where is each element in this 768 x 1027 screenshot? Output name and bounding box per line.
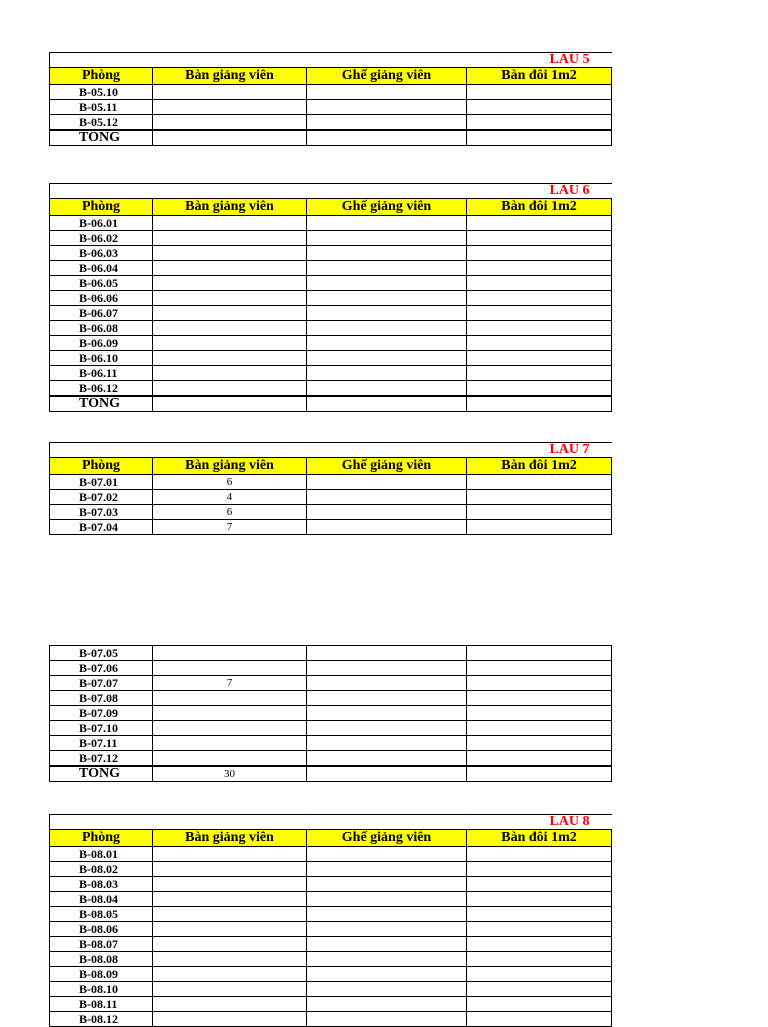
ban-giang-vien-cell[interactable] bbox=[153, 892, 307, 907]
total-row bbox=[50, 766, 612, 782]
ban-doi-cell[interactable] bbox=[467, 276, 612, 291]
ghe-giang-vien-cell[interactable] bbox=[307, 862, 467, 877]
lau8-title-row bbox=[50, 815, 612, 830]
ban-giang-vien-cell[interactable] bbox=[153, 246, 307, 261]
ban-giang-vien-cell[interactable] bbox=[153, 366, 307, 381]
room-cell[interactable]: B-08.11 bbox=[50, 997, 153, 1012]
ghe-giang-vien-cell[interactable] bbox=[307, 907, 467, 922]
ban-doi-cell[interactable] bbox=[467, 661, 612, 676]
room-cell[interactable]: B-07.08 bbox=[50, 691, 153, 706]
ghe-giang-vien-cell[interactable] bbox=[307, 721, 467, 736]
ban-doi-cell[interactable] bbox=[467, 100, 612, 115]
table-row bbox=[50, 922, 612, 937]
ban-doi-cell[interactable] bbox=[467, 216, 612, 231]
total-label: TONG bbox=[50, 396, 153, 412]
ban-doi-cell[interactable] bbox=[467, 982, 612, 997]
column-header-ban-giang-vien: Bàn giảng viên bbox=[153, 199, 307, 216]
room-cell[interactable]: B-06.05 bbox=[50, 276, 153, 291]
column-header-ban-doi: Bàn đôi 1m2 bbox=[467, 68, 612, 85]
table-row bbox=[50, 907, 612, 922]
total-ghe-giang-vien[interactable] bbox=[307, 130, 467, 146]
total-ban-giang-vien[interactable] bbox=[153, 396, 307, 412]
room-cell[interactable]: B-05.11 bbox=[50, 100, 153, 115]
room-cell[interactable]: B-06.03 bbox=[50, 246, 153, 261]
ban-doi-cell[interactable] bbox=[467, 691, 612, 706]
ghe-giang-vien-cell[interactable] bbox=[307, 321, 467, 336]
ghe-giang-vien-cell[interactable] bbox=[307, 231, 467, 246]
table-row bbox=[50, 261, 612, 276]
table-row bbox=[50, 706, 612, 721]
ban-giang-vien-cell[interactable] bbox=[153, 907, 307, 922]
room-cell[interactable]: B-06.12 bbox=[50, 381, 153, 397]
ban-giang-vien-cell[interactable] bbox=[153, 691, 307, 706]
total-label: TONG bbox=[50, 766, 153, 782]
ban-giang-vien-cell[interactable]: 7 bbox=[153, 520, 307, 535]
table-row bbox=[50, 381, 612, 397]
table-row bbox=[50, 967, 612, 982]
floor-7-table-block-part1 bbox=[49, 442, 611, 535]
floor-7-table-part2 bbox=[49, 645, 612, 782]
room-cell[interactable]: B-06.02 bbox=[50, 231, 153, 246]
ban-doi-cell[interactable] bbox=[467, 261, 612, 276]
room-cell[interactable]: B-06.10 bbox=[50, 351, 153, 366]
ban-doi-cell[interactable] bbox=[467, 505, 612, 520]
ban-giang-vien-cell[interactable] bbox=[153, 997, 307, 1012]
ban-giang-vien-cell[interactable]: 4 bbox=[153, 490, 307, 505]
ban-giang-vien-cell[interactable] bbox=[153, 231, 307, 246]
ban-giang-vien-cell[interactable] bbox=[153, 291, 307, 306]
ban-giang-vien-cell[interactable] bbox=[153, 847, 307, 862]
column-header-ghe-giang-vien: Ghế giảng viên bbox=[307, 830, 467, 847]
table-row bbox=[50, 351, 612, 366]
ghe-giang-vien-cell[interactable] bbox=[307, 847, 467, 862]
ban-doi-cell[interactable] bbox=[467, 877, 612, 892]
ban-doi-cell[interactable] bbox=[467, 847, 612, 862]
room-cell[interactable]: B-06.01 bbox=[50, 216, 153, 231]
ban-doi-cell[interactable] bbox=[467, 85, 612, 100]
ban-giang-vien-cell[interactable] bbox=[153, 937, 307, 952]
table-row bbox=[50, 520, 612, 535]
ban-giang-vien-cell[interactable] bbox=[153, 115, 307, 131]
floor-6-table bbox=[49, 183, 612, 412]
ban-doi-cell[interactable] bbox=[467, 475, 612, 490]
column-header-room: Phòng bbox=[50, 199, 153, 216]
ban-doi-cell[interactable] bbox=[467, 922, 612, 937]
room-cell[interactable]: B-08.06 bbox=[50, 922, 153, 937]
total-ban-doi[interactable] bbox=[467, 766, 612, 782]
ghe-giang-vien-cell[interactable] bbox=[307, 982, 467, 997]
ban-doi-cell[interactable] bbox=[467, 706, 612, 721]
floor-5-table bbox=[49, 52, 612, 146]
floor-title: LAU 6 bbox=[50, 184, 612, 199]
ghe-giang-vien-cell[interactable] bbox=[307, 291, 467, 306]
table-row bbox=[50, 691, 612, 706]
table-row bbox=[50, 997, 612, 1012]
room-cell[interactable]: B-07.02 bbox=[50, 490, 153, 505]
table-row bbox=[50, 306, 612, 321]
ban-doi-cell[interactable] bbox=[467, 892, 612, 907]
ban-giang-vien-cell[interactable] bbox=[153, 321, 307, 336]
table-row bbox=[50, 85, 612, 100]
column-header-ghe-giang-vien: Ghế giảng viên bbox=[307, 68, 467, 85]
table-row bbox=[50, 475, 612, 490]
table-row bbox=[50, 736, 612, 751]
ghe-giang-vien-cell[interactable] bbox=[307, 306, 467, 321]
ghe-giang-vien-cell[interactable] bbox=[307, 967, 467, 982]
ban-giang-vien-cell[interactable] bbox=[153, 661, 307, 676]
ban-doi-cell[interactable] bbox=[467, 721, 612, 736]
floor-title: LAU 8 bbox=[50, 815, 612, 830]
ghe-giang-vien-cell[interactable] bbox=[307, 336, 467, 351]
ban-giang-vien-cell[interactable] bbox=[153, 862, 307, 877]
ghe-giang-vien-cell[interactable] bbox=[307, 100, 467, 115]
ban-doi-cell[interactable] bbox=[467, 907, 612, 922]
ban-doi-cell[interactable] bbox=[467, 676, 612, 691]
ban-giang-vien-cell[interactable]: 6 bbox=[153, 505, 307, 520]
room-cell[interactable]: B-07.10 bbox=[50, 721, 153, 736]
room-cell[interactable]: B-05.10 bbox=[50, 85, 153, 100]
ban-doi-cell[interactable] bbox=[467, 336, 612, 351]
ban-giang-vien-cell[interactable] bbox=[153, 85, 307, 100]
ban-doi-cell[interactable] bbox=[467, 291, 612, 306]
total-ban-doi[interactable] bbox=[467, 396, 612, 412]
ghe-giang-vien-cell[interactable] bbox=[307, 1012, 467, 1027]
floor-title: LAU 5 bbox=[50, 53, 612, 68]
ghe-giang-vien-cell[interactable] bbox=[307, 736, 467, 751]
ban-giang-vien-cell[interactable] bbox=[153, 967, 307, 982]
room-cell[interactable]: B-07.09 bbox=[50, 706, 153, 721]
lau7-title-row bbox=[50, 443, 612, 458]
column-header-room: Phòng bbox=[50, 68, 153, 85]
ghe-giang-vien-cell[interactable] bbox=[307, 751, 467, 767]
column-header-ban-giang-vien: Bàn giảng viên bbox=[153, 830, 307, 847]
room-cell[interactable]: B-06.09 bbox=[50, 336, 153, 351]
ban-giang-vien-cell[interactable]: 7 bbox=[153, 676, 307, 691]
ghe-giang-vien-cell[interactable] bbox=[307, 661, 467, 676]
room-cell[interactable]: B-06.07 bbox=[50, 306, 153, 321]
ghe-giang-vien-cell[interactable] bbox=[307, 892, 467, 907]
total-row bbox=[50, 396, 612, 412]
table-row bbox=[50, 721, 612, 736]
total-ghe-giang-vien[interactable] bbox=[307, 396, 467, 412]
total-ghe-giang-vien[interactable] bbox=[307, 766, 467, 782]
ghe-giang-vien-cell[interactable] bbox=[307, 351, 467, 366]
ban-giang-vien-cell[interactable] bbox=[153, 982, 307, 997]
room-cell[interactable]: B-07.11 bbox=[50, 736, 153, 751]
room-cell[interactable]: B-08.07 bbox=[50, 937, 153, 952]
total-label: TONG bbox=[50, 130, 153, 146]
floor-title: LAU 7 bbox=[50, 443, 612, 458]
ban-doi-cell[interactable] bbox=[467, 1012, 612, 1027]
room-cell[interactable]: B-08.03 bbox=[50, 877, 153, 892]
ghe-giang-vien-cell[interactable] bbox=[307, 276, 467, 291]
room-cell[interactable]: B-08.01 bbox=[50, 847, 153, 862]
ban-giang-vien-cell[interactable] bbox=[153, 351, 307, 366]
room-cell[interactable]: B-08.10 bbox=[50, 982, 153, 997]
ghe-giang-vien-cell[interactable] bbox=[307, 520, 467, 535]
ban-doi-cell[interactable] bbox=[467, 306, 612, 321]
room-cell[interactable]: B-07.05 bbox=[50, 646, 153, 661]
floor-7-table-part1 bbox=[49, 442, 612, 535]
total-row bbox=[50, 130, 612, 146]
ghe-giang-vien-cell[interactable] bbox=[307, 366, 467, 381]
ban-doi-cell[interactable] bbox=[467, 751, 612, 767]
room-cell[interactable]: B-06.06 bbox=[50, 291, 153, 306]
ban-giang-vien-cell[interactable] bbox=[153, 646, 307, 661]
ghe-giang-vien-cell[interactable] bbox=[307, 261, 467, 276]
floor-7-table-block-part2 bbox=[49, 645, 611, 782]
ban-giang-vien-cell[interactable] bbox=[153, 381, 307, 397]
table-row bbox=[50, 751, 612, 767]
header-row bbox=[50, 68, 612, 85]
table-row bbox=[50, 336, 612, 351]
ban-giang-vien-cell[interactable] bbox=[153, 1012, 307, 1027]
room-cell[interactable]: B-08.04 bbox=[50, 892, 153, 907]
column-header-ghe-giang-vien: Ghế giảng viên bbox=[307, 199, 467, 216]
table-row bbox=[50, 661, 612, 676]
ban-giang-vien-cell[interactable] bbox=[153, 100, 307, 115]
ghe-giang-vien-cell[interactable] bbox=[307, 381, 467, 397]
table-row bbox=[50, 291, 612, 306]
ban-giang-vien-cell[interactable] bbox=[153, 261, 307, 276]
ban-doi-cell[interactable] bbox=[467, 490, 612, 505]
ghe-giang-vien-cell[interactable] bbox=[307, 216, 467, 231]
room-cell[interactable]: B-07.06 bbox=[50, 661, 153, 676]
ghe-giang-vien-cell[interactable] bbox=[307, 997, 467, 1012]
ban-giang-vien-cell[interactable] bbox=[153, 721, 307, 736]
column-header-ghe-giang-vien: Ghế giảng viên bbox=[307, 458, 467, 475]
ban-doi-cell[interactable] bbox=[467, 736, 612, 751]
room-cell[interactable]: B-06.11 bbox=[50, 366, 153, 381]
table-row bbox=[50, 490, 612, 505]
lau5-title-row bbox=[50, 53, 612, 68]
column-header-ban-giang-vien: Bàn giảng viên bbox=[153, 68, 307, 85]
ban-doi-cell[interactable] bbox=[467, 231, 612, 246]
ban-giang-vien-cell[interactable] bbox=[153, 276, 307, 291]
ban-doi-cell[interactable] bbox=[467, 967, 612, 982]
table-row bbox=[50, 1012, 612, 1027]
ban-doi-cell[interactable] bbox=[467, 937, 612, 952]
room-cell[interactable]: B-08.09 bbox=[50, 967, 153, 982]
ghe-giang-vien-cell[interactable] bbox=[307, 922, 467, 937]
ghe-giang-vien-cell[interactable] bbox=[307, 505, 467, 520]
header-row bbox=[50, 458, 612, 475]
table-row bbox=[50, 676, 612, 691]
floor-8-table-block bbox=[49, 814, 611, 1027]
column-header-ban-doi: Bàn đôi 1m2 bbox=[467, 458, 612, 475]
ban-giang-vien-cell[interactable] bbox=[153, 306, 307, 321]
header-row bbox=[50, 830, 612, 847]
ban-doi-cell[interactable] bbox=[467, 520, 612, 535]
table-row bbox=[50, 952, 612, 967]
table-row bbox=[50, 877, 612, 892]
table-row bbox=[50, 892, 612, 907]
ban-doi-cell[interactable] bbox=[467, 381, 612, 397]
total-ban-giang-vien[interactable] bbox=[153, 130, 307, 146]
ban-doi-cell[interactable] bbox=[467, 997, 612, 1012]
ban-giang-vien-cell[interactable] bbox=[153, 336, 307, 351]
room-cell[interactable]: B-05.12 bbox=[50, 115, 153, 131]
room-cell[interactable]: B-07.04 bbox=[50, 520, 153, 535]
ban-doi-cell[interactable] bbox=[467, 115, 612, 131]
ban-giang-vien-cell[interactable] bbox=[153, 736, 307, 751]
ghe-giang-vien-cell[interactable] bbox=[307, 706, 467, 721]
ban-giang-vien-cell[interactable] bbox=[153, 706, 307, 721]
ghe-giang-vien-cell[interactable] bbox=[307, 691, 467, 706]
room-cell[interactable]: B-08.08 bbox=[50, 952, 153, 967]
table-row bbox=[50, 100, 612, 115]
ghe-giang-vien-cell[interactable] bbox=[307, 246, 467, 261]
table-row bbox=[50, 646, 612, 661]
column-header-ban-doi: Bàn đôi 1m2 bbox=[467, 199, 612, 216]
table-row bbox=[50, 276, 612, 291]
column-header-room: Phòng bbox=[50, 458, 153, 475]
ban-doi-cell[interactable] bbox=[467, 351, 612, 366]
table-row bbox=[50, 246, 612, 261]
ghe-giang-vien-cell[interactable] bbox=[307, 952, 467, 967]
total-ban-giang-vien[interactable]: 30 bbox=[153, 766, 307, 782]
room-cell[interactable]: B-07.03 bbox=[50, 505, 153, 520]
room-cell[interactable]: B-06.08 bbox=[50, 321, 153, 336]
table-row bbox=[50, 937, 612, 952]
table-row bbox=[50, 862, 612, 877]
ban-giang-vien-cell[interactable] bbox=[153, 877, 307, 892]
table-row bbox=[50, 115, 612, 131]
ghe-giang-vien-cell[interactable] bbox=[307, 937, 467, 952]
table-row bbox=[50, 216, 612, 231]
floor-8-table bbox=[49, 814, 612, 1027]
floor-6-table-block bbox=[49, 183, 611, 412]
ban-doi-cell[interactable] bbox=[467, 862, 612, 877]
column-header-ban-giang-vien: Bàn giảng viên bbox=[153, 458, 307, 475]
ghe-giang-vien-cell[interactable] bbox=[307, 85, 467, 100]
room-cell[interactable]: B-07.12 bbox=[50, 751, 153, 767]
ghe-giang-vien-cell[interactable] bbox=[307, 877, 467, 892]
room-cell[interactable]: B-08.05 bbox=[50, 907, 153, 922]
table-row bbox=[50, 847, 612, 862]
table-row bbox=[50, 505, 612, 520]
ban-doi-cell[interactable] bbox=[467, 952, 612, 967]
column-header-room: Phòng bbox=[50, 830, 153, 847]
ban-giang-vien-cell[interactable] bbox=[153, 952, 307, 967]
table-row bbox=[50, 982, 612, 997]
ghe-giang-vien-cell[interactable] bbox=[307, 475, 467, 490]
table-row bbox=[50, 321, 612, 336]
table-row bbox=[50, 366, 612, 381]
ban-giang-vien-cell[interactable] bbox=[153, 922, 307, 937]
ban-doi-cell[interactable] bbox=[467, 366, 612, 381]
room-cell[interactable]: B-07.07 bbox=[50, 676, 153, 691]
column-header-ban-doi: Bàn đôi 1m2 bbox=[467, 830, 612, 847]
room-cell[interactable]: B-06.04 bbox=[50, 261, 153, 276]
header-row bbox=[50, 199, 612, 216]
ghe-giang-vien-cell[interactable] bbox=[307, 490, 467, 505]
ban-giang-vien-cell[interactable] bbox=[153, 751, 307, 767]
ban-giang-vien-cell[interactable]: 6 bbox=[153, 475, 307, 490]
ban-doi-cell[interactable] bbox=[467, 246, 612, 261]
room-cell[interactable]: B-07.01 bbox=[50, 475, 153, 490]
table-row bbox=[50, 231, 612, 246]
ghe-giang-vien-cell[interactable] bbox=[307, 676, 467, 691]
lau6-title-row bbox=[50, 184, 612, 199]
floor-5-table-block bbox=[49, 52, 611, 146]
total-ban-doi[interactable] bbox=[467, 130, 612, 146]
ban-giang-vien-cell[interactable] bbox=[153, 216, 307, 231]
ban-doi-cell[interactable] bbox=[467, 321, 612, 336]
ghe-giang-vien-cell[interactable] bbox=[307, 115, 467, 131]
ban-doi-cell[interactable] bbox=[467, 646, 612, 661]
room-cell[interactable]: B-08.12 bbox=[50, 1012, 153, 1027]
room-cell[interactable]: B-08.02 bbox=[50, 862, 153, 877]
ghe-giang-vien-cell[interactable] bbox=[307, 646, 467, 661]
